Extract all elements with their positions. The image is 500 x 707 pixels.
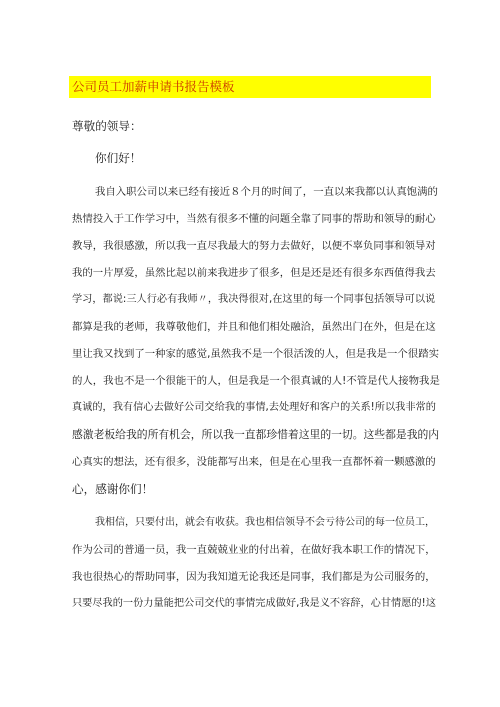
paragraph-1-line: 都算是我的老师，我尊敬他们，并且和他们相处融洽，虽然出门在外，但是在这 — [72, 321, 436, 333]
paragraph-2-line: 我也很热心的帮助同事，因为我知道无论我还是同事，我们都是为公司服务的， — [72, 571, 436, 583]
paragraph-1-line: 教导，我很感激，所以我一直尽我最大的努力去做好，以便不辜负同事和领导对 — [72, 240, 436, 252]
paragraph-1-line: 我自入职公司以来已经有接近８个月的时间了，一直以来我都以认真饱满的 — [95, 186, 438, 198]
paragraph-1-line: 里让我又找到了一种家的感觉,虽然我不是一个很活泼的人，但是我是一个很踏实 — [72, 348, 439, 360]
paragraph-1-line: 热情投入于工作学习中，当然有很多不懂的问题全靠了同事的帮助和领导的耐心 — [72, 213, 436, 225]
paragraph-2-line: 只要尽我的一份力量能把公司交代的事情完成做好,我是义不容辞，心甘情愿的!这 — [72, 598, 436, 609]
paragraph-1-line: 我的一片厚爱，虽然比起以前来我进步了很多，但是还是还有很多东西值得我去 — [72, 267, 436, 279]
paragraph-1-line: 真诚的，我有信心去做好公司交给我的事情,去处理好和客户的关系!所以我非常的 — [72, 402, 436, 413]
document-title: 公司员工加薪申请书报告模板 — [72, 79, 235, 94]
paragraph-1-line: 心，感谢你们！ — [72, 482, 154, 496]
paragraph-1-line: 学习，都说:三人行必有我师〃，我决得很对,在这里的每一个同事包括领导可以说 — [72, 294, 436, 305]
salutation: 尊敬的领导： — [72, 119, 142, 133]
greeting: 你们好！ — [95, 151, 142, 165]
paragraph-2-line: 我相信，只要付出，就会有收获。我也相信领导不会亏待公司的每一位员工， — [95, 517, 435, 528]
paragraph-1-line: 的人，我也不是一个很能干的人，但是我是一个很真诚的人!不管是代人接物我是 — [72, 375, 440, 387]
paragraph-1-line: 心真实的想法，还有很多，没能都写出来，但是在心里我一直都怀着一颗感激的 — [72, 456, 436, 468]
paragraph-1-line: 感激老板给我的所有机会，所以我一直都珍惜着这里的一切。这些都是我的内 — [72, 428, 440, 441]
paragraph-2-line: 作为公司的普通一员，我一直兢兢业业的付出着，在做好我本职工作的情况下， — [72, 544, 436, 556]
